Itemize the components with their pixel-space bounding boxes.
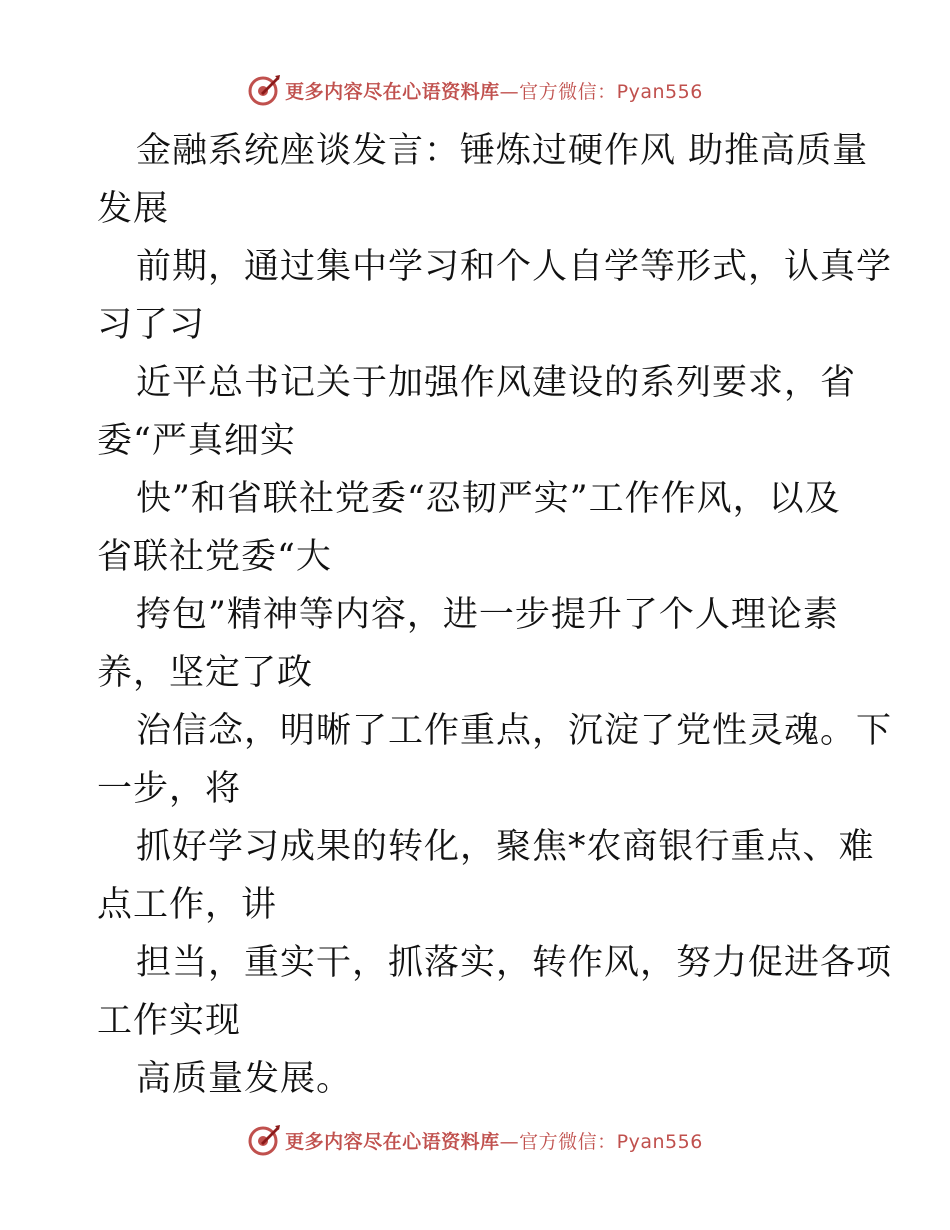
header-banner-title: 更多内容尽在心语资料库	[285, 80, 500, 103]
doc-line: 抓好学习成果的转化，聚焦*农商银行重点、难	[136, 827, 875, 867]
doc-line: 委“严真细实	[97, 421, 296, 461]
footer-banner	[0, 1120, 950, 1160]
doc-line: 点工作，讲	[97, 885, 278, 925]
doc-line: 省联社党委“大	[97, 537, 332, 577]
doc-line: 治信念，明晰了工作重点，沉淀了党性灵魂。下	[136, 711, 893, 751]
doc-line: 挎包”精神等内容，进一步提升了个人理论素	[136, 595, 839, 635]
header-banner	[0, 70, 950, 110]
footer-banner-title: 更多内容尽在心语资料库	[285, 1130, 500, 1153]
doc-line: 养，坚定了政	[97, 653, 314, 693]
brand-logo-icon	[247, 1123, 281, 1157]
brand-logo-icon	[247, 73, 281, 107]
doc-line: 高质量发展。	[136, 1059, 353, 1099]
doc-line: 近平总书记关于加强作风建设的系列要求，省	[136, 363, 857, 403]
footer-banner-wechat: —官方微信：Pyan556	[499, 1130, 703, 1153]
document-body	[97, 122, 893, 1108]
doc-line: 金融系统座谈发言：锤炼过硬作风 助推高质量	[136, 131, 869, 171]
footer-banner-text	[285, 1127, 703, 1154]
doc-line: 一步，将	[97, 769, 242, 809]
doc-line: 快”和省联社党委“忍韧严实”工作作风，以及	[136, 479, 841, 519]
header-banner-wechat: —官方微信：Pyan556	[499, 80, 703, 103]
header-banner-text	[285, 77, 703, 104]
doc-line: 担当，重实干，抓落实，转作风，努力促进各项	[136, 943, 893, 983]
doc-line: 习了习	[97, 305, 206, 345]
doc-line: 工作实现	[97, 1001, 242, 1041]
doc-line: 发展	[97, 189, 170, 229]
doc-line: 前期，通过集中学习和个人自学等形式，认真学	[136, 247, 893, 287]
